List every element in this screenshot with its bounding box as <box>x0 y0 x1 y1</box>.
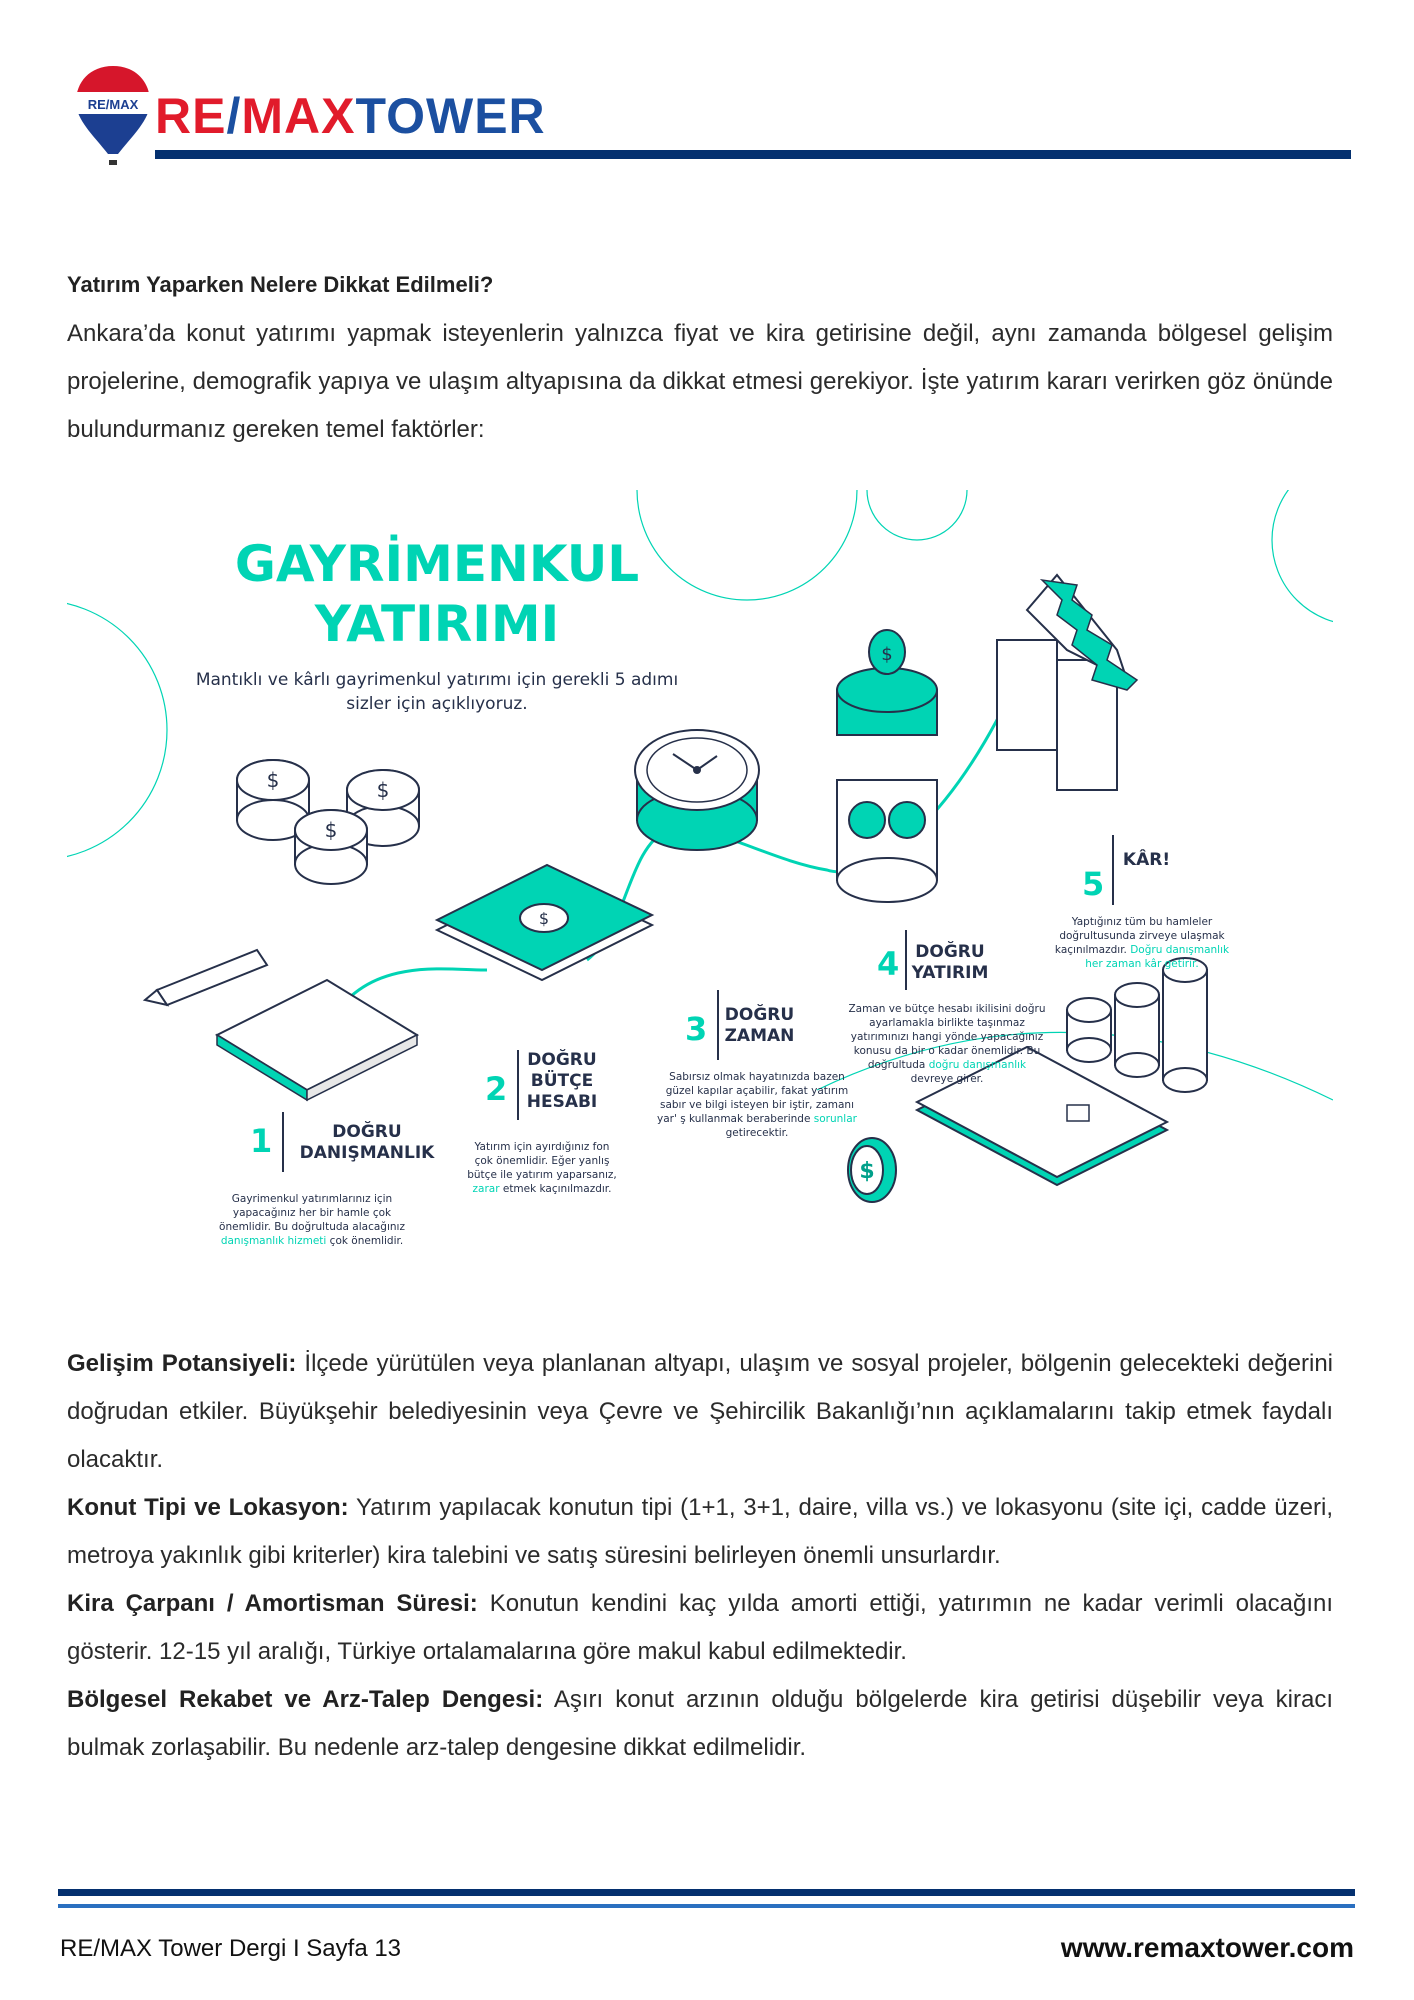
brand-max: MAX <box>241 88 356 144</box>
svg-text:$: $ <box>324 818 338 842</box>
brand-wordmark <box>155 86 546 146</box>
clock-coin-stack-icon <box>635 730 759 850</box>
factor-item <box>67 1484 1333 1580</box>
bar-cylinders-icon <box>1067 958 1207 1092</box>
factor-label: Bölgesel Rekabet ve Arz-Talep Dengesi: <box>67 1686 544 1713</box>
step-title: DOĞRU YATIRIM <box>911 942 989 983</box>
step-number: 1 <box>250 1122 273 1160</box>
dollar-coin-icon <box>848 1138 896 1202</box>
deco-circle <box>67 600 167 860</box>
step-description: Yatırım için ayırdığınız fon çok önemlidir. Eğer yanlış bütçe ile yatırım yaparsanız, zarar etmek kaçınılmazdır. <box>467 1141 617 1195</box>
factor-item <box>67 1676 1333 1772</box>
brand-slash: / <box>226 88 242 144</box>
infographic-title-line1: GAYRİMENKUL <box>234 535 640 593</box>
balloon-label: RE/MAX <box>87 97 139 112</box>
banknote-stack-icon <box>437 865 652 980</box>
svg-text:$: $ <box>881 644 893 665</box>
step-title: DOĞRU ZAMAN <box>724 1005 795 1046</box>
factor-list <box>67 1340 1333 1772</box>
brand-tower: TOWER <box>355 88 546 144</box>
factor-label: Konut Tipi ve Lokasyon: <box>67 1494 349 1521</box>
footer-page-label: RE/MAX Tower Dergi I Sayfa 13 <box>60 1935 402 1962</box>
factor-text: Yatırım yapılacak konutun tipi (1+1, 3+1, daire, villa vs.) ve lokasyonu (site içi, cadde üzeri, metroya yakınlık gibi kriterler) kira talebini ve satış süresini belirleyen önemli unsurlardır. <box>67 1494 1333 1569</box>
step-description: Sabırsız olmak hayatınızda bazen güzel kapılar açabilir, fakat yatırım sabır ve bilgi isteyen bir iştir, zamanı yar' ş kullanmak beraberinde sorunlar getirecektir. <box>657 1071 857 1139</box>
deco-circle <box>637 490 857 600</box>
step-number: 4 <box>877 945 900 983</box>
step-number: 2 <box>485 1070 508 1108</box>
svg-text:$: $ <box>859 1159 875 1184</box>
factor-item <box>67 1580 1333 1676</box>
deco-circle <box>867 490 967 540</box>
factor-text: İlçede yürütülen veya planlanan altyapı, ulaşım ve sosyal projeler, bölgenin gelecekteki değerini doğrudan etkiler. Büyükşehir belediyesinin veya Çevre ve Şehircilik Bakanlığı’nın açıklamalarını takip etmek faydalı olacaktır. <box>67 1350 1333 1473</box>
factor-text: Konutun kendini kaç yılda amorti ettiği, yatırımın ne kadar verimli olacağını gösterir. 12-15 yıl aralığı, Türkiye ortalamalarına göre makul kabul edilmektedir. <box>67 1590 1334 1665</box>
step-description: Gayrimenkul yatırımlarınız için yapacağınız her bir hamle çok önemlidir. Bu doğrultuda alacağınız danışmanlık hizmeti çok önemlidir. <box>219 1193 405 1247</box>
step-title: DOĞRU BÜTÇE HESABI <box>526 1050 598 1112</box>
step-title: DOĞRU DANIŞMANLIK <box>299 1122 435 1163</box>
infographic <box>67 490 1333 1280</box>
step-description: Zaman ve bütçe hesabı ikilisini doğru ayarlamakla birlikte taşınmaz yatırımınızı hangi yönde yapacağınız konusu da bir o kadar önemlidir. Bu doğrultuda doğru danışmanlık devreye girer. <box>848 1003 1046 1085</box>
step-title: KÂR! <box>1122 850 1171 870</box>
infographic-subtitle: Mantıklı ve kârlı gayrimenkul yatırımı için gerekli 5 adımı sizler için açıklıyoruz. <box>195 670 679 714</box>
factor-label: Gelişim Potansiyeli: <box>67 1350 297 1377</box>
factor-item <box>67 1340 1333 1484</box>
remax-balloon-logo <box>72 62 154 172</box>
factor-text: Aşırı konut arzının olduğu bölgelerde kira getirisi düşebilir veya kiracı bulmak zorlaşabilir. Bu nedenle arz-talep dengesine dikkat edilmelidir. <box>67 1686 1333 1761</box>
step-number: 5 <box>1082 865 1105 903</box>
intro-paragraph: Ankara’da konut yatırımı yapmak isteyenlerin yalnızca fiyat ve kira getirisine değil, aynı zamanda bölgesel gelişim projelerine, demografik yapıya ve ulaşım altyapısına da dikkat etmesi gerekiyor. İşte yatırım kararı verirken göz önünde bulundurmanız gereken temel faktörler: <box>67 320 1333 443</box>
notepad-pen-icon <box>145 950 417 1100</box>
step-number: 3 <box>685 1010 708 1048</box>
infographic-title-line2: YATIRIMI <box>314 595 560 653</box>
section-heading: Yatırım Yaparken Nelere Dikkat Edilmeli? <box>67 272 494 297</box>
footer-website-link[interactable]: www.remaxtower.com <box>1060 1932 1354 1963</box>
svg-text:$: $ <box>376 778 390 802</box>
footer-divider <box>58 1889 1355 1896</box>
svg-text:$: $ <box>538 909 550 928</box>
header-divider <box>155 150 1351 159</box>
brand-re: RE <box>155 88 227 144</box>
step-description: Yaptığınız tüm bu hamleler doğrultusunda zirveye ulaşmak kaçınılmazdır. Doğru danışmanlık her zaman kâr getirir. <box>1054 916 1230 970</box>
coin-stacks-icon <box>237 760 419 884</box>
savings-jar-icon <box>837 630 937 902</box>
profit-arrow-coins-icon <box>997 575 1137 790</box>
deco-circle <box>1272 490 1333 625</box>
factor-label: Kira Çarpanı / Amortisman Süresi: <box>67 1590 478 1617</box>
footer-divider-thin <box>58 1904 1355 1908</box>
svg-text:$: $ <box>266 768 280 792</box>
